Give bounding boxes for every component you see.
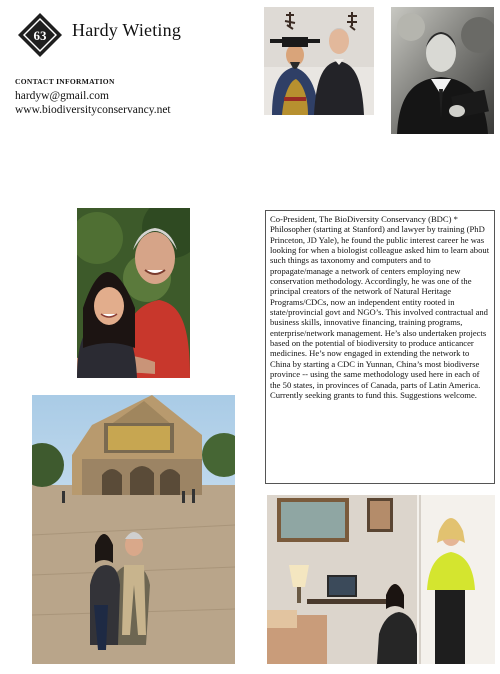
contact-website[interactable]: www.biodiversityconservancy.net <box>15 104 171 116</box>
bio-text-box <box>265 210 495 484</box>
contact-heading: CONTACT INFORMATION <box>15 77 115 86</box>
photo-couple-portrait <box>77 208 190 378</box>
logo-badge <box>17 12 63 58</box>
photo-costume-figure <box>264 7 374 115</box>
photo-graduation <box>391 7 494 134</box>
photo-church-plaza <box>32 395 235 664</box>
person-name: Hardy Wieting <box>72 20 182 40</box>
photo-office <box>267 495 495 664</box>
bio-text: Co-President, The BioDiversity Conservancy (BDC) * Philosopher (starting at Stanford) and lawyer by training (PhD Princeton, JD Yale), he found the public interest career he was looking for when a biologist colleague asked him to learn about such things as taxonomy and computers and to propagate/manage a network of centers employing new conservation methodology. Accordingly, he was one of the principal creators of the network of Natural Heritage Programs/CDCs, now an independent entity rooted in state/provincial govt and NGO’s. This involved contractual and business skills, innovative financing, training programs, enterprise/network management. He’s also undertaken projects based on the potential of biodiversity to produce anticancer medicines. He’s now engaged in extending the network to China by starting a CDC in Yunnan, China’s most biodiverse province -- using the same methodology used here in each of the 50 states, in provinces of Canada, parts of Latin America. Currently seeking grants to fund this. Suggestions welcome. <box>270 214 490 400</box>
contact-email[interactable]: hardyw@gmail.com <box>15 90 109 102</box>
logo-number: 63 <box>33 28 47 43</box>
